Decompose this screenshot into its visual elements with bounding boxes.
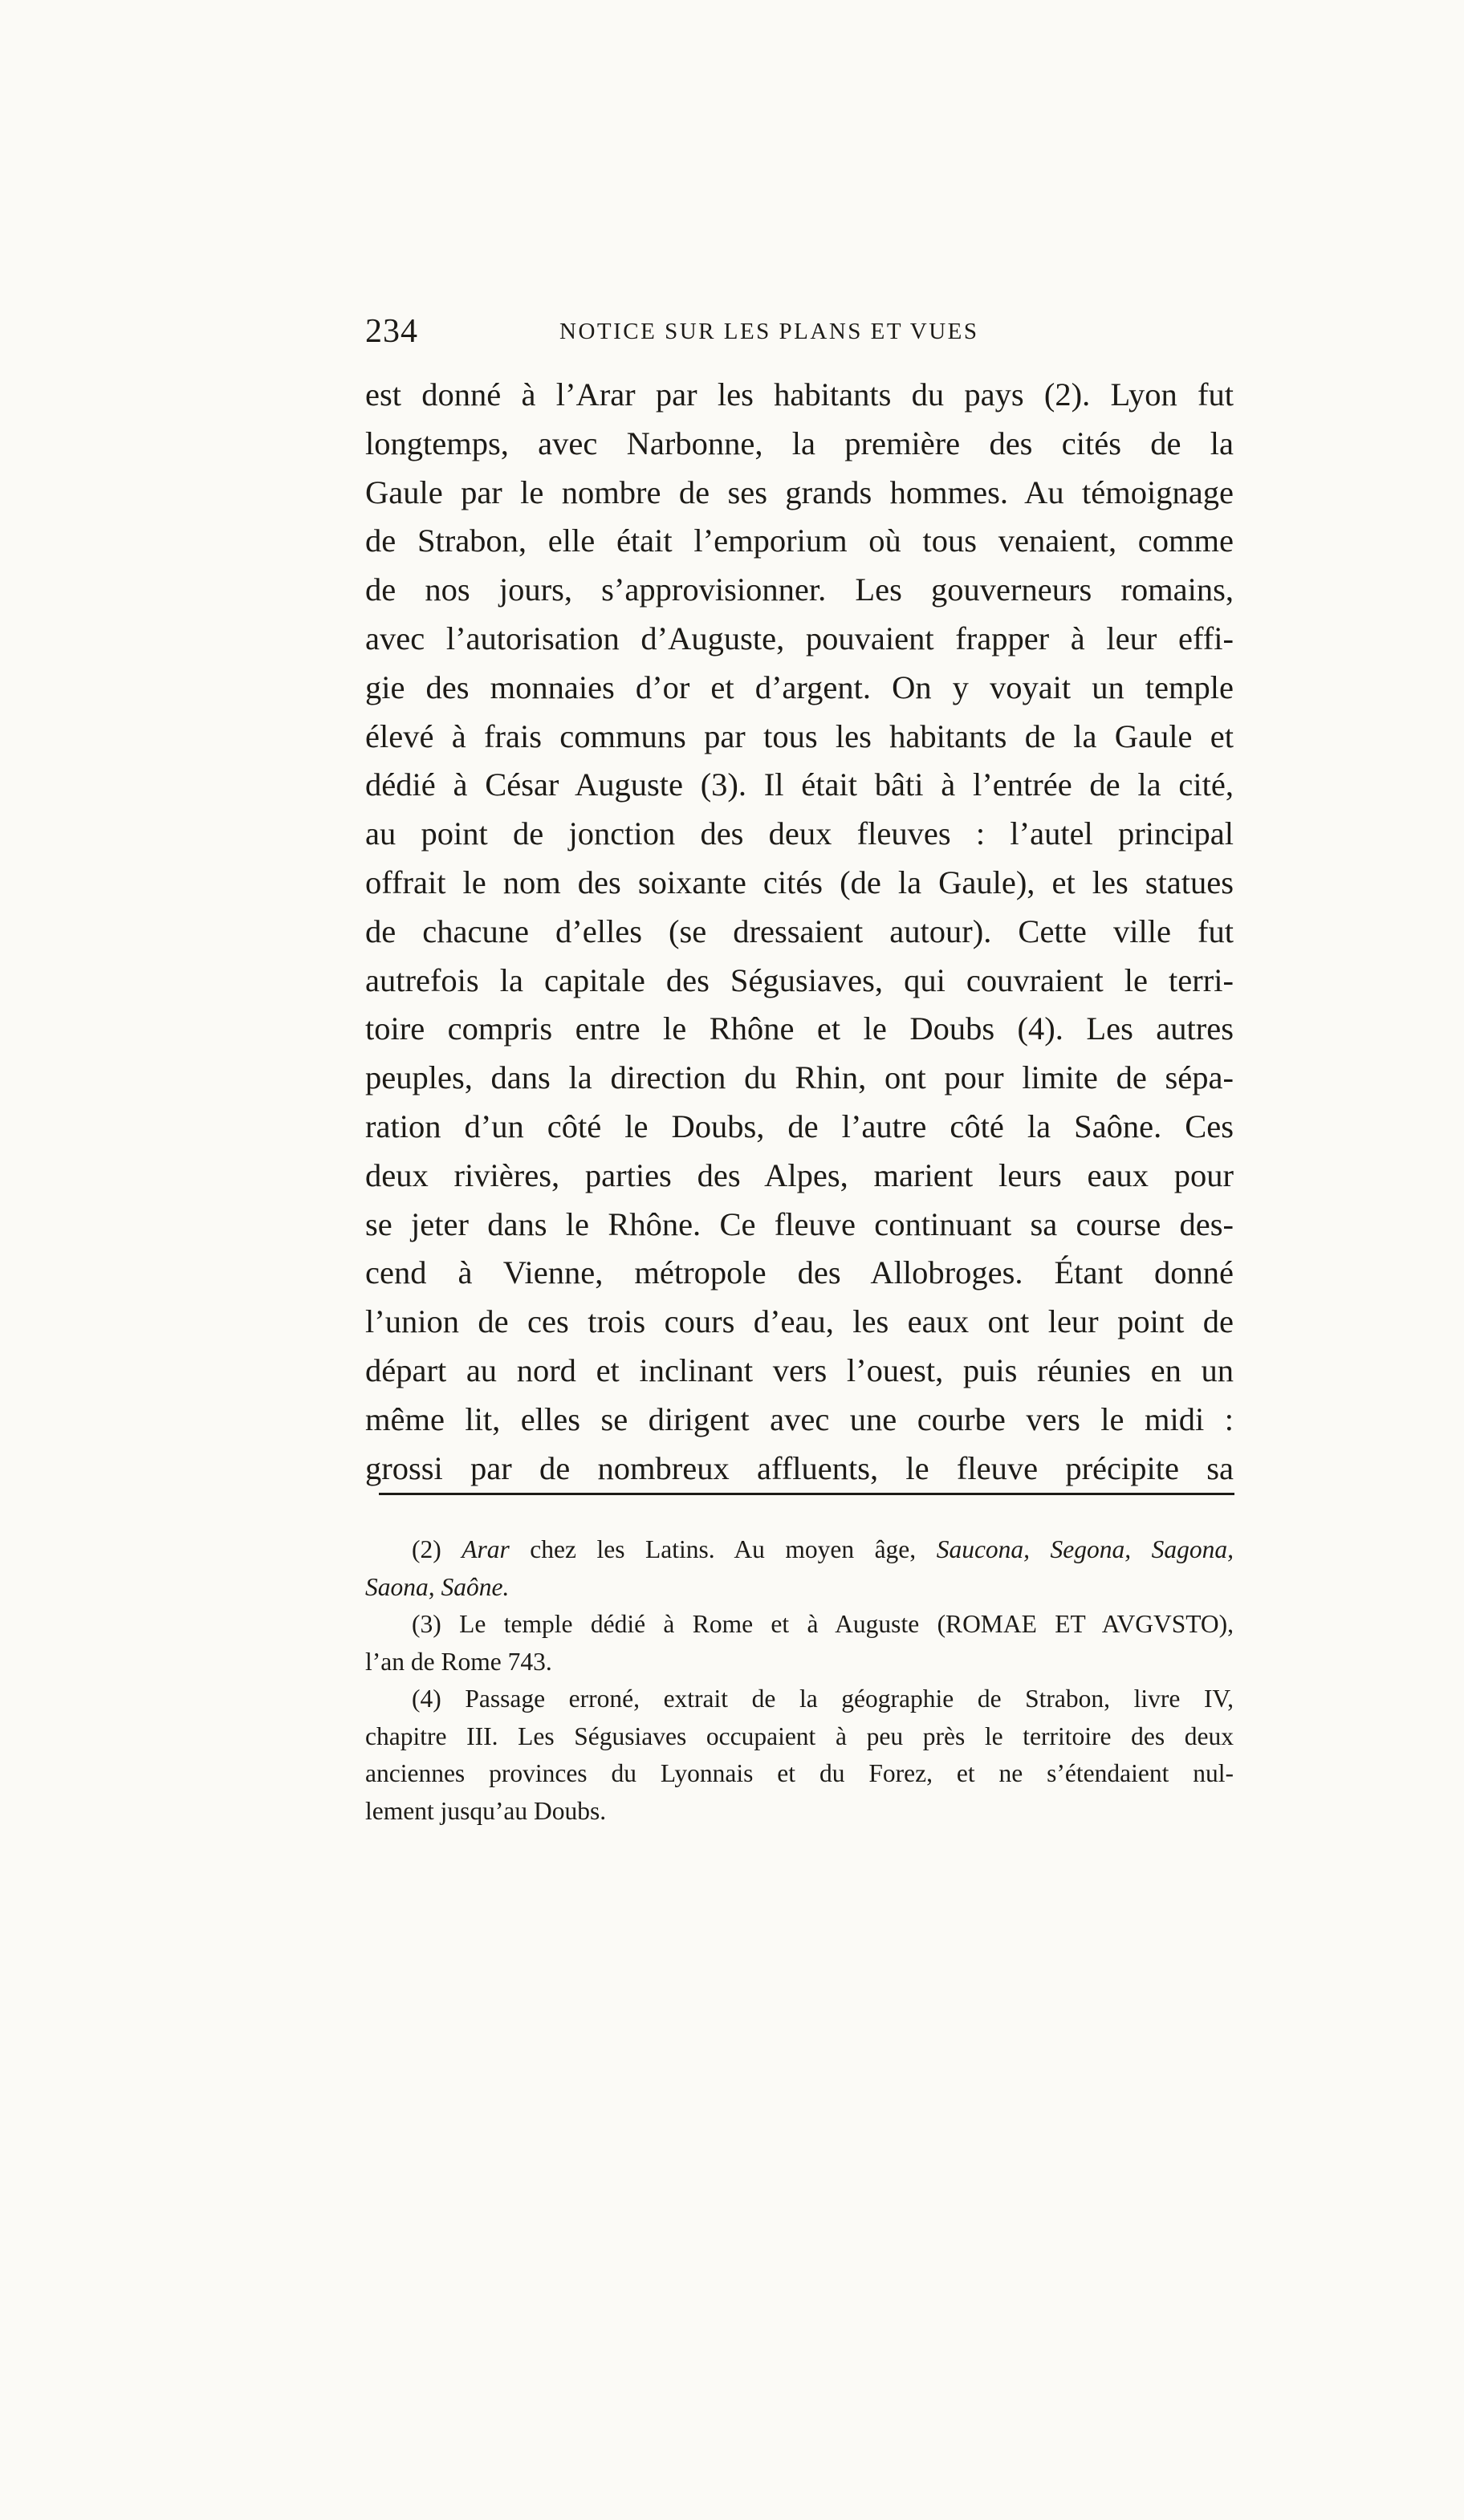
text-line: même lit, elles se dirigent avec une courbe vers le midi : — [365, 1400, 1234, 1437]
text-line: au point de jonction des deux fleuves : l’autel principal — [365, 815, 1234, 852]
footnote-3-line-1: (3) Le temple dédié à Rome et à Auguste (ROMAE ET AVGVSTO), — [412, 1610, 1234, 1638]
text-line: l’union de ces trois cours d’eau, les eaux ont leur point de — [365, 1303, 1234, 1340]
text-line: avec l’autorisation d’Auguste, pouvaient frapper à leur effi- — [365, 620, 1234, 656]
main-text — [365, 371, 1234, 1493]
page-number: 234 — [365, 313, 418, 350]
text-line: de Strabon, elle était l’emporium où tous venaient, comme — [365, 522, 1234, 559]
footnote-names: Saucona, Segona, Sagona, — [936, 1535, 1234, 1563]
text-line: longtemps, avec Narbonne, la première des cités de la — [365, 425, 1234, 461]
text-line: grossi par de nombreux affluents, le fleuve précipite sa — [365, 1449, 1234, 1486]
footnote-4-line-3: anciennes provinces du Lyonnais et du Forez, et ne s’étendaient nul- — [365, 1759, 1234, 1787]
text-line: se jeter dans le Rhône. Ce fleuve continuant sa course des- — [365, 1205, 1234, 1242]
text-line: de chacune d’elles (se dressaient autour). Cette ville fut — [365, 912, 1234, 949]
footnote-names: Saona, Saône. — [365, 1572, 510, 1601]
footnotes — [365, 1531, 1234, 1830]
text-line: cend à Vienne, métropole des Allobroges. Étant donné — [365, 1254, 1234, 1291]
text-line: Gaule par le nombre de ses grands hommes. Au témoignage — [365, 474, 1234, 510]
footnote-2-line-2 — [365, 1569, 1234, 1607]
footnote-marker: (2) — [412, 1535, 441, 1563]
text-line: élevé à frais communs par tous les habitants de la Gaule et — [365, 717, 1234, 754]
footnote-2-line-1 — [365, 1531, 1234, 1569]
footnote-text: chez les Latins. Au moyen âge, — [530, 1535, 917, 1563]
footnote-3-line-2: l’an de Rome 743. — [365, 1647, 552, 1676]
text-line: de nos jours, s’approvisionner. Les gouverneurs romains, — [365, 571, 1234, 608]
footnote-4-line-2: chapitre III. Les Ségusiaves occupaient à peu près le territoire des deux — [365, 1721, 1234, 1750]
footnote-separator-rule — [379, 1493, 1234, 1495]
footnote-term: Arar — [462, 1535, 510, 1563]
text-line: deux rivières, parties des Alpes, marient leurs eaux pour — [365, 1156, 1234, 1193]
text-line: offrait le nom des soixante cités (de la Gaule), et les statues — [365, 864, 1234, 900]
text-line: peuples, dans la direction du Rhin, ont pour limite de sépa- — [365, 1059, 1234, 1096]
footnote-4-line-4: lement jusqu’au Doubs. — [365, 1796, 607, 1825]
text-line: départ au nord et inclinant vers l’ouest, puis réunies en un — [365, 1351, 1234, 1388]
footnote-4-line-1: (4) Passage erroné, extrait de la géographie de Strabon, livre IV, — [412, 1685, 1234, 1713]
text-line: ration d’un côté le Doubs, de l’autre côté la Saône. Ces — [365, 1108, 1234, 1144]
running-header — [365, 311, 1234, 352]
running-title: NOTICE SUR LES PLANS ET VUES — [559, 319, 979, 344]
text-line: toire compris entre le Rhône et le Doubs (4). Les autres — [365, 1010, 1234, 1047]
text-line: autrefois la capitale des Ségusiaves, qui couvraient le terri- — [365, 961, 1234, 998]
text-line: dédié à César Auguste (3). Il était bâti à l’entrée de la cité, — [365, 766, 1234, 803]
text-line: est donné à l’Arar par les habitants du pays (2). Lyon fut — [365, 376, 1234, 413]
text-line: gie des monnaies d’or et d’argent. On y voyait un temple — [365, 669, 1234, 705]
